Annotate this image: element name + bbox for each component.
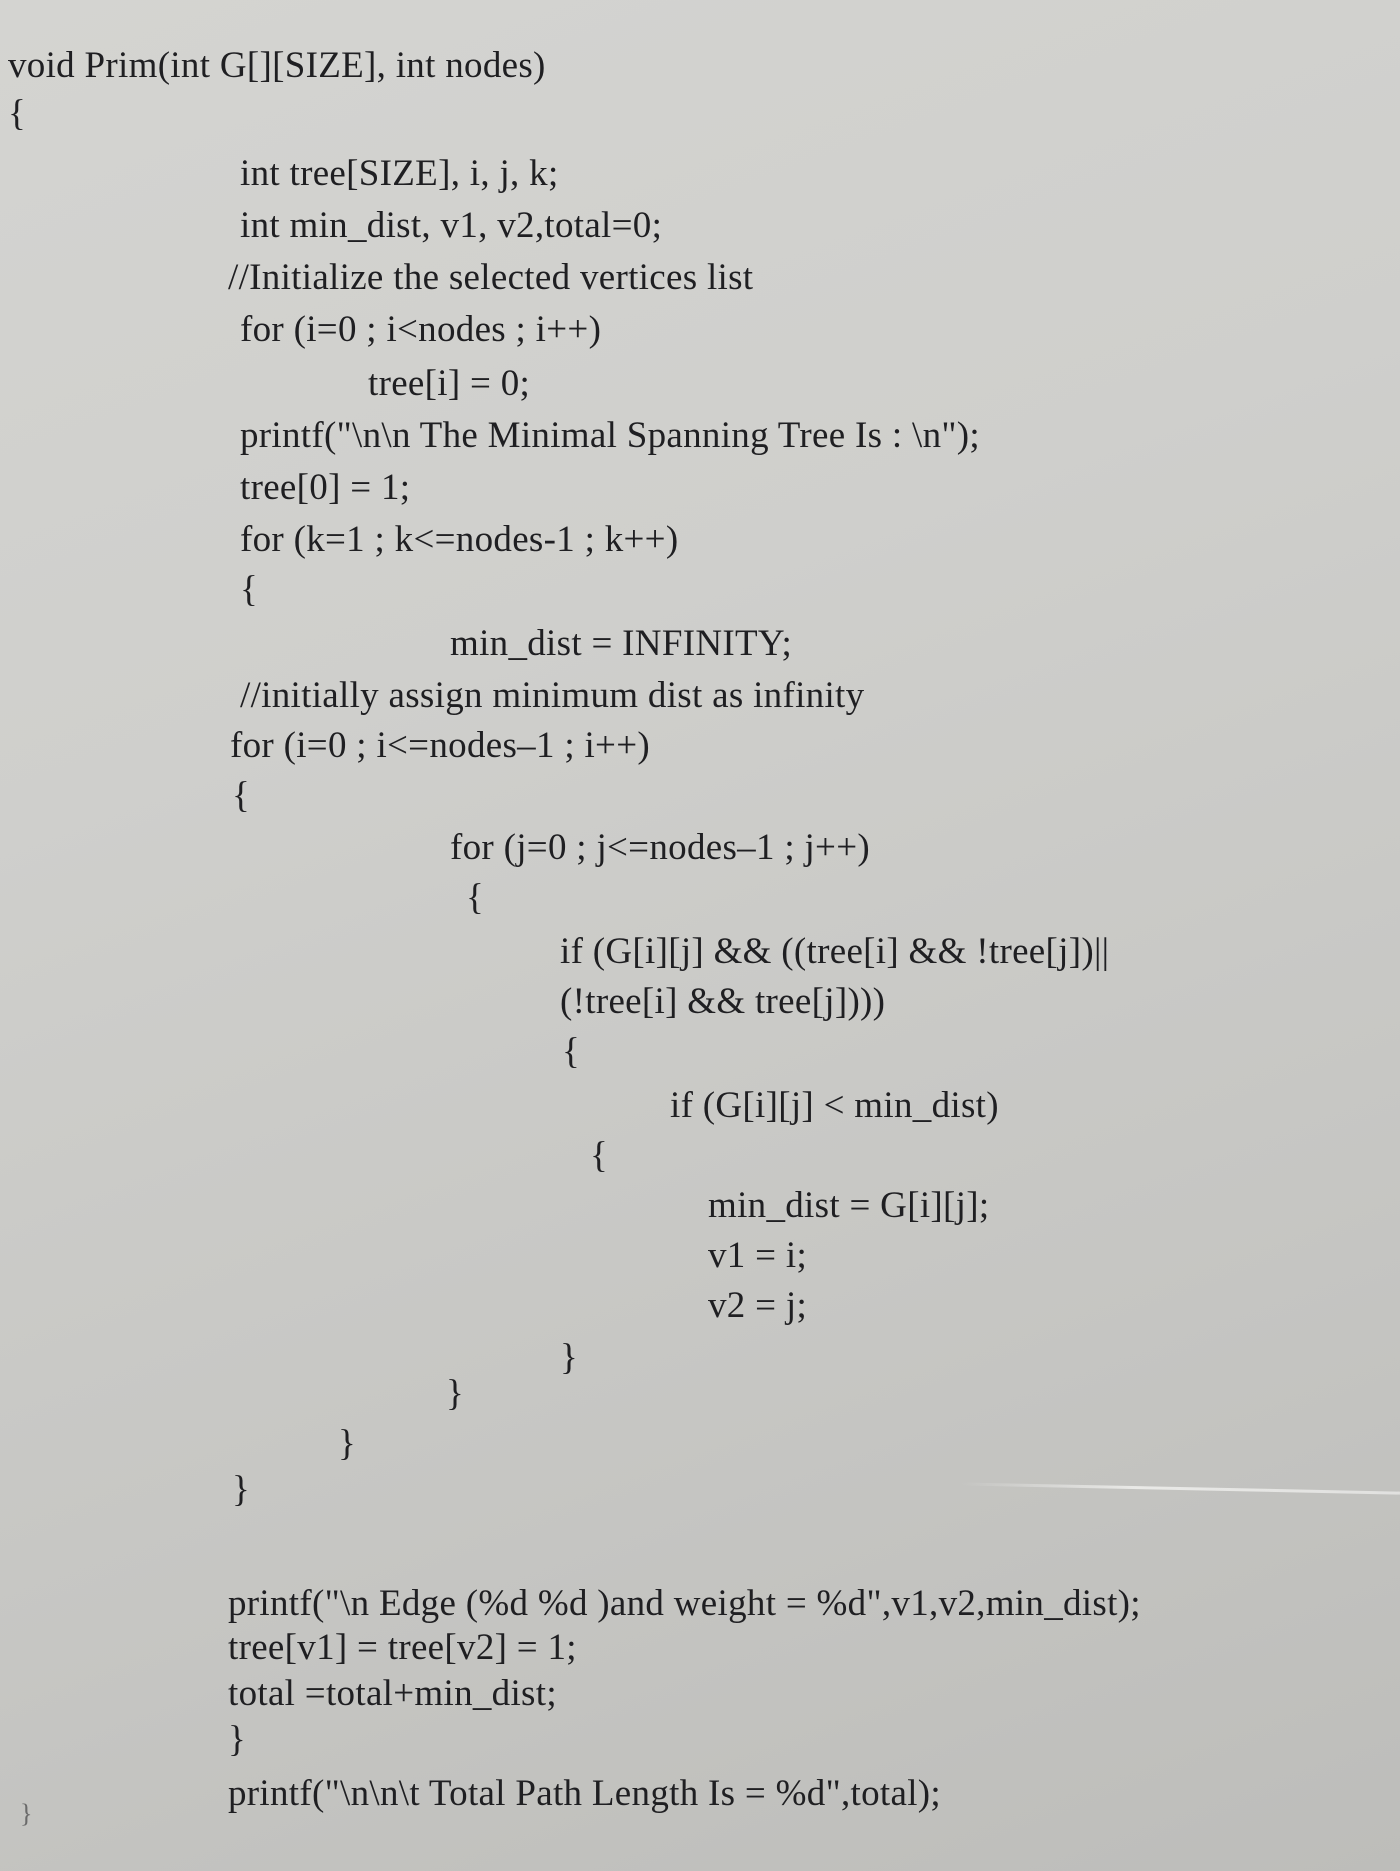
- code-line: for (i=0 ; i<nodes ; i++): [240, 309, 602, 350]
- code-brace: }: [232, 1469, 251, 1510]
- code-line: if (G[i][j] < min_dist): [670, 1085, 999, 1126]
- code-brace: {: [232, 775, 251, 816]
- code-brace: {: [240, 569, 259, 610]
- code-line: for (k=1 ; k<=nodes-1 ; k++): [240, 519, 679, 560]
- code-line: printf("\n Edge (%d %d )and weight = %d",v1,v2,min_dist);: [228, 1583, 1141, 1624]
- code-line: tree[i] = 0;: [368, 363, 531, 404]
- code-line: for (j=0 ; j<=nodes–1 ; j++): [450, 827, 870, 868]
- code-line: v2 = j;: [708, 1285, 808, 1326]
- code-line: int min_dist, v1, v2,total=0;: [240, 205, 663, 246]
- code-line: min_dist = G[i][j];: [708, 1185, 990, 1226]
- paper-crease: [960, 1482, 1400, 1494]
- code-brace: }: [446, 1373, 465, 1414]
- code-brace: }: [560, 1337, 579, 1378]
- code-line: v1 = i;: [708, 1235, 808, 1276]
- code-comment: //Initialize the selected vertices list: [228, 257, 754, 298]
- code-line: tree[v1] = tree[v2] = 1;: [228, 1627, 577, 1668]
- code-line: if (G[i][j] && ((tree[i] && !tree[j])||: [560, 931, 1110, 972]
- code-brace: {: [562, 1031, 581, 1072]
- code-brace: }: [228, 1719, 247, 1760]
- code-line: for (i=0 ; i<=nodes–1 ; i++): [230, 725, 650, 766]
- code-brace: {: [590, 1135, 609, 1176]
- code-brace: {: [466, 877, 485, 918]
- code-line: (!tree[i] && tree[j]))): [560, 981, 886, 1022]
- code-line: printf("\n\n The Minimal Spanning Tree Is : \n");: [240, 415, 980, 456]
- code-line: tree[0] = 1;: [240, 467, 411, 508]
- code-line: printf("\n\n\t Total Path Length Is = %d",total);: [228, 1773, 941, 1814]
- function-open-brace: {: [8, 93, 27, 134]
- code-line: total =total+min_dist;: [228, 1673, 557, 1714]
- code-brace: }: [338, 1423, 357, 1464]
- function-close-brace: }: [20, 1799, 33, 1828]
- code-line: int tree[SIZE], i, j, k;: [240, 153, 559, 194]
- code-comment: //initially assign minimum dist as infinity: [240, 675, 865, 716]
- code-line: min_dist = INFINITY;: [450, 623, 793, 664]
- function-signature: void Prim(int G[][SIZE], int nodes): [8, 45, 546, 86]
